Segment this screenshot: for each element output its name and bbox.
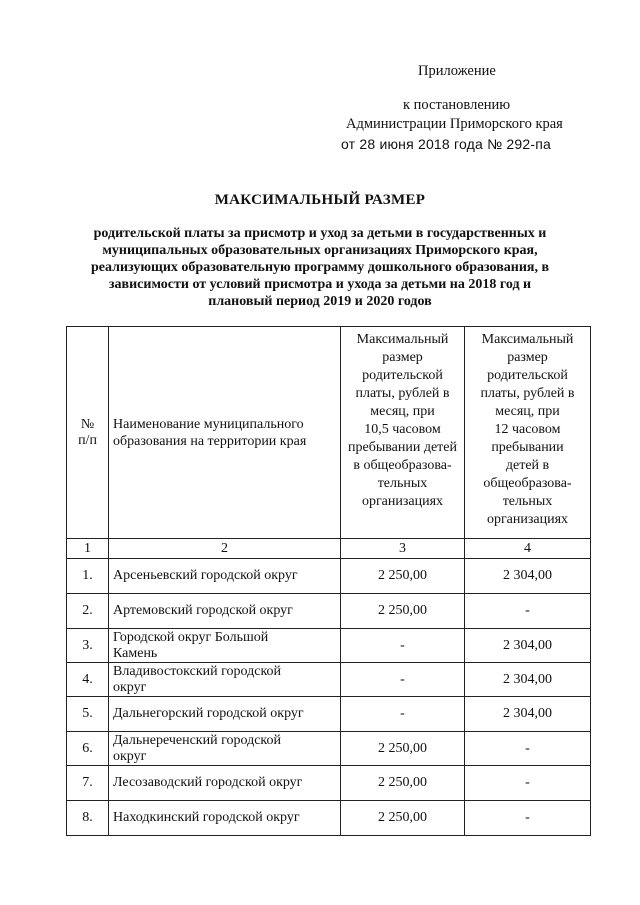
- table-row: [67, 697, 591, 732]
- row-number: 4.: [67, 663, 109, 697]
- column-number: 4: [465, 539, 591, 559]
- column-numbers-row: [67, 539, 591, 559]
- table-row: [67, 732, 591, 766]
- row-fee-12: -: [465, 766, 591, 801]
- appendix-date-stamp: от 28 июня 2018 года № 292-па: [341, 136, 552, 152]
- subtitle-line: муниципальных образовательных организациях Приморского края,: [102, 243, 538, 258]
- row-fee-10-5: -: [341, 663, 465, 697]
- row-fee-10-5: 2 250,00: [341, 801, 465, 836]
- row-municipality: Владивостокский городской округ: [109, 663, 341, 697]
- row-fee-12: -: [465, 594, 591, 629]
- row-fee-12: 2 304,00: [465, 697, 591, 732]
- row-fee-10-5: -: [341, 629, 465, 663]
- row-municipality: Находкинский городской округ: [109, 801, 341, 836]
- row-municipality: Арсеньевский городской округ: [109, 559, 341, 594]
- subtitle-line: реализующих образовательную программу дошкольного образования, в: [90, 260, 550, 275]
- row-number: 3.: [67, 629, 109, 663]
- row-fee-12: 2 304,00: [465, 663, 591, 697]
- row-fee-12: 2 304,00: [465, 629, 591, 663]
- header-municipality: Наименование муниципального образования на территории края: [109, 327, 341, 539]
- appendix-title: Приложение: [418, 63, 496, 79]
- row-number: 1.: [67, 559, 109, 594]
- row-fee-10-5: 2 250,00: [341, 732, 465, 766]
- row-municipality: Городской округ Большой Камень: [109, 629, 341, 663]
- table-row: [67, 766, 591, 801]
- subtitle-line: родительской платы за присмотр и уход за детьми в государственных и: [93, 226, 547, 241]
- table-row: [67, 801, 591, 836]
- column-number: 1: [67, 539, 109, 559]
- fees-table: [66, 326, 591, 836]
- row-municipality: Дальнереченский городской округ: [109, 732, 341, 766]
- appendix-reference-line2: Администрации Приморского края: [346, 116, 563, 132]
- row-number: 7.: [67, 766, 109, 801]
- table-header-row: [67, 327, 591, 539]
- subtitle-line: зависимости от условий присмотра и ухода за детьми на 2018 год и: [108, 277, 532, 292]
- table-row: [67, 594, 591, 629]
- row-number: 8.: [67, 801, 109, 836]
- table-row: [67, 559, 591, 594]
- row-fee-12: -: [465, 801, 591, 836]
- row-fee-10-5: 2 250,00: [341, 559, 465, 594]
- header-number: № п/п: [67, 327, 109, 539]
- subtitle-line: плановый период 2019 и 2020 годов: [208, 294, 432, 309]
- row-fee-10-5: -: [341, 697, 465, 732]
- appendix-reference-line1: к постановлению: [403, 97, 511, 113]
- row-fee-10-5: 2 250,00: [341, 766, 465, 801]
- row-number: 5.: [67, 697, 109, 732]
- row-municipality: Лесозаводский городской округ: [109, 766, 341, 801]
- row-fee-12: 2 304,00: [465, 559, 591, 594]
- table-row: [67, 663, 591, 697]
- column-number: 3: [341, 539, 465, 559]
- document-subtitle: [70, 225, 570, 310]
- row-municipality: Артемовский городской округ: [109, 594, 341, 629]
- row-fee-10-5: 2 250,00: [341, 594, 465, 629]
- table-row: [67, 629, 591, 663]
- row-number: 6.: [67, 732, 109, 766]
- column-number: 2: [109, 539, 341, 559]
- document-title: МАКСИМАЛЬНЫЙ РАЗМЕР: [214, 192, 426, 208]
- header-fee-12-hours: Максимальный размер родительской платы, рублей в месяц, при 12 часовом пребывании детей в общеобразова- тельных организациях: [465, 327, 591, 539]
- row-fee-12: -: [465, 732, 591, 766]
- header-fee-10-5-hours: Максимальный размер родительской платы, рублей в месяц, при 10,5 часовом пребывании детей в общеобразова- тельных организациях: [341, 327, 465, 539]
- row-municipality: Дальнегорский городской округ: [109, 697, 341, 732]
- row-number: 2.: [67, 594, 109, 629]
